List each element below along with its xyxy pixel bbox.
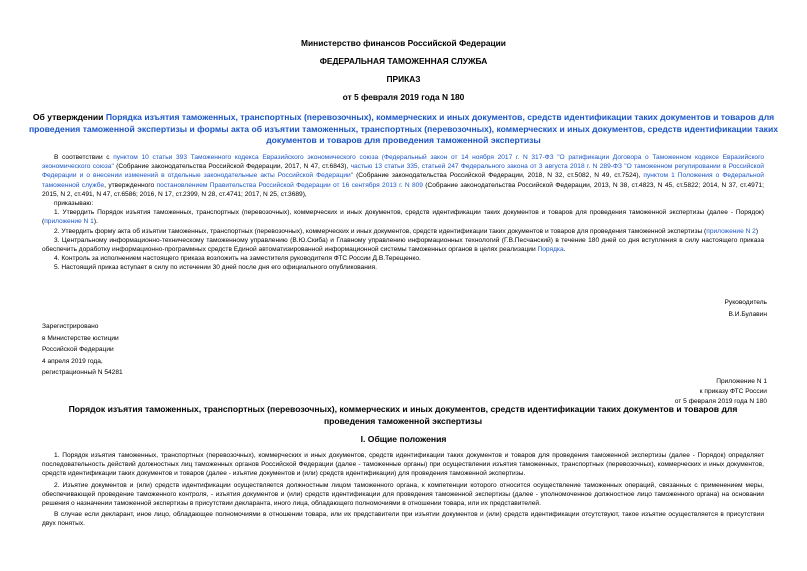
item-1-tail: ). <box>93 218 98 226</box>
appendix-ref-line-2: к приказу ФТС России <box>699 388 767 395</box>
appendix-reference <box>675 377 767 407</box>
preamble-text-1: В соответствии с <box>54 154 114 161</box>
link-government-decree[interactable]: постановлением Правительства Российской Федерации от 16 сентября 2013 г. N 809 <box>156 181 423 189</box>
service-name: ФЕДЕРАЛЬНАЯ ТАМОЖЕННАЯ СЛУЖБА <box>319 56 488 66</box>
registration-line-3: Российской Федерации <box>42 346 114 354</box>
item-3-tail: . <box>563 246 566 254</box>
document-date-number: от 5 февраля 2019 года N 180 <box>342 92 465 102</box>
preamble-paragraph <box>42 153 764 199</box>
appendix-title: Порядок изъятия таможенных, транспортных (перевозочных), коммерческих и иных документов, средств идентификации таких документов и товаров для проведения таможенной экспертизы <box>68 404 738 426</box>
registration-line-1: Зарегистрировано <box>42 323 99 330</box>
document-title <box>22 112 785 147</box>
item-2-tail: ) <box>755 227 759 235</box>
appendix-body <box>42 451 764 531</box>
item-4: 4. Контроль за исполнением настоящего приказа возложить на заместителя руководителя ФТС России Д.В.Терещенко. <box>54 255 421 263</box>
signature-role: Руководитель <box>724 299 767 306</box>
order-word: приказываю: <box>54 200 94 208</box>
item-5: 5. Настоящий приказ вступает в силу по истечении 30 дней после дня его официального опубликования. <box>54 264 377 272</box>
appendix-ref-line-3: от 5 февраля 2019 года N 180 <box>674 398 767 405</box>
item-3-text: 3. Центральному информационно-техническому таможенному управлению (В.Ю.Скиба) и Главному управлению информационных технологий (Г.В.Песчанский) в течение 180 дней со дня вступления в силу настоящего приказа обеспечить доработку информационно-программных средств Единой автоматизированной информационной системы таможенных органов в целях реализации <box>42 236 764 254</box>
link-customs-code[interactable]: пунктом 10 статьи 393 Таможенного кодекса Евразийского экономического союза (Федеральный закон от 14 ноября 2017 г. N 317-ФЗ "О ратификации Договора о Таможенном кодексе Евразийского экономического союза" <box>42 154 765 171</box>
document-type: ПРИКАЗ <box>386 74 421 84</box>
registration-line-5: регистрационный N 54281 <box>42 369 123 377</box>
registration-line-2: в Министерстве юстиции <box>42 334 119 342</box>
preamble-text-3: (Собрание законодательства Российской Федерации, 2018, N 32, ст.5082, N 49, ст.7524), <box>353 172 644 180</box>
appendix-paragraph-3: В случае если декларант, иное лицо, обладающее полномочиями в отношении товара, или их представители при изъятии документов и (или) средств идентификации отсутствуют, такое изъятие осуществляется в присутствии двух понятых. <box>42 511 764 528</box>
item-2-text: 2. Утвердить форму акта об изъятии таможенных, транспортных (перевозочных), коммерческих и иных документов, средств идентификации таких документов и товаров для проведения таможенной экспертизы ( <box>54 227 707 235</box>
link-appendix-1[interactable]: приложение N 1 <box>44 218 94 226</box>
preamble-text-5: (Собрание законодательства Российской Федерации, 2013, N 38, ст.4823, N 45, ст.5822; 2014, N 37, ст.4971; 2015, N 2, ст.491, N 47, ст.6586; 2016, N 17, ст.2399, N 28, ст.4741; 2017, N 25, ст.3689), <box>42 181 764 198</box>
order-body <box>42 153 764 273</box>
title-prefix: Об утверждении <box>32 112 106 122</box>
item-1 <box>42 208 764 226</box>
item-1-text: 1. Утвердить Порядок изъятия таможенных, транспортных (перевозочных), коммерческих и иных документов, средств идентификации таких документов и товаров для проведения таможенной экспертизы (далее - Порядок) ( <box>42 209 764 226</box>
appendix-paragraph-1: 1. Порядок изъятия таможенных, транспортных (перевозочных), коммерческих и иных документов, средств идентификации таких документов и товаров для проведения таможенной экспертизы (далее - Порядок) определяет последовательность действий должностных лиц таможенных органов Российской Федерации (далее - таможенные органы) при осуществлении изъятия таможенных, транспортных (перевозочных), коммерческих и иных документов, средств идентификации таких документов и товаров (далее - изъятие документов и (или) средств идентификации) для проведения таможенной экспертизы. <box>42 452 764 478</box>
link-fts-regulation[interactable]: пунктом 1 Положения о Федеральной таможенной службе <box>42 172 764 189</box>
appendix-ref-line-1: Приложение N 1 <box>716 378 767 385</box>
registration-block <box>42 321 123 379</box>
preamble-text-4: , утвержденного <box>104 181 157 189</box>
item-3 <box>42 236 764 254</box>
item-2 <box>42 227 764 236</box>
link-federal-law-289[interactable]: частью 13 статьи 335, статьей 247 Федерального закона от 3 августа 2018 г. N 289-ФЗ "О таможенном регулировании в Российской Федерации и о внесении изменений в отдельные законодательные акты Российской Федерации" <box>42 163 764 180</box>
appendix-paragraph-2: 2. Изъятие документов и (или) средств идентификации осуществляется должностным лицом таможенного органа, к компетенции которого относится осуществление таможенных операций, связанных с применением меры, обеспечивающей проведение таможенного контроля, - изъятия документов и (или) средств идентификации для проведения таможенной экспертизы (далее - уполномоченное должностное лицо таможенного органа) на основании решения о назначении таможенной экспертизы в присутствии декларанта, иного лица, обладающего полномочиями в отношении товара, или их представителей. <box>42 481 764 508</box>
signature-name: В.И.Булавин <box>728 311 767 318</box>
registration-line-4: 4 апреля 2019 года, <box>42 357 103 365</box>
title-link[interactable]: Порядка изъятия таможенных, транспортных (перевозочных), коммерческих и иных документов, средств идентификации таких документов и товаров для проведения таможенной экспертизы и формы акта об изъятии таможенных, транспортных (перевозочных), коммерческих и иных документов, средств идентификации таких документов и товаров для проведения таможенной экспертизы <box>28 112 779 146</box>
link-procedure[interactable]: Порядка <box>537 246 564 254</box>
link-appendix-2[interactable]: приложение N 2 <box>706 227 756 235</box>
section-title: I. Общие положения <box>360 434 447 444</box>
preamble-text-2: (Собрание законодательства Российской Федерации, 2017, N 47, ст.6843), <box>113 163 351 171</box>
ministry-name: Министерство финансов Российской Федерации <box>301 38 506 48</box>
